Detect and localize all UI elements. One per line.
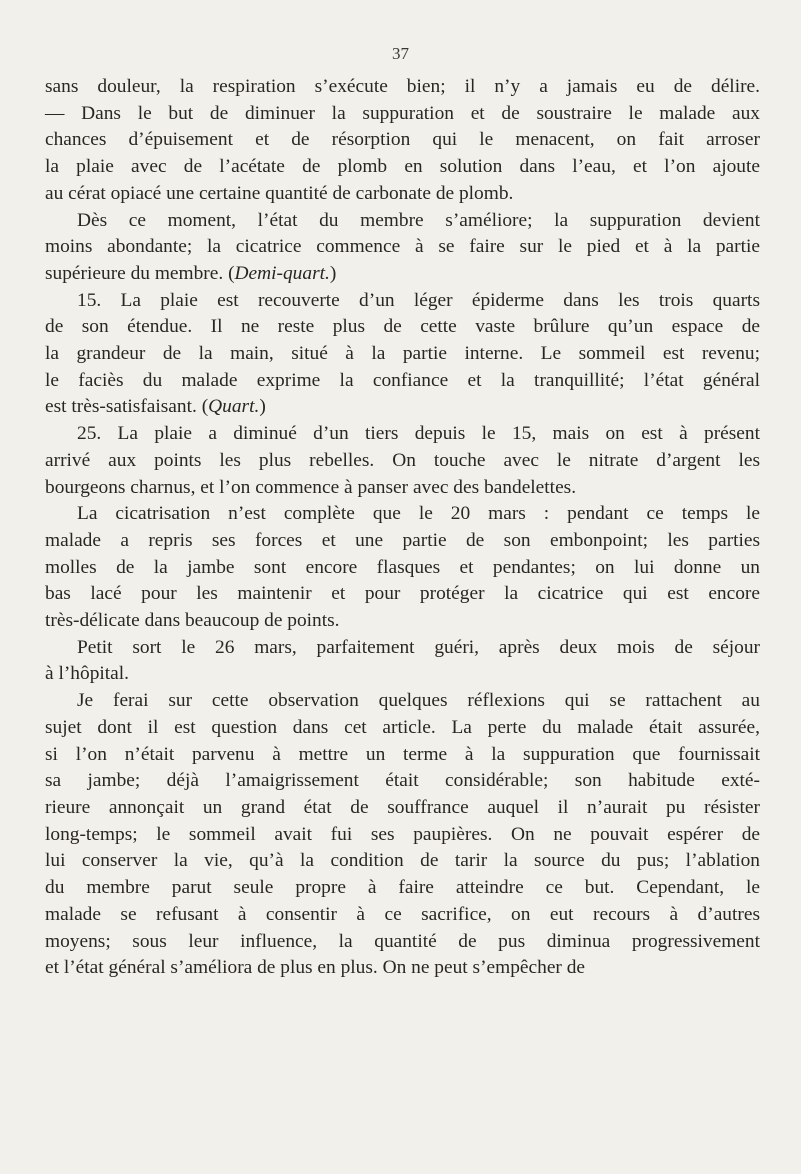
text-line: Dès ce moment, l’état du membre s’améliore; la suppuration devient: [77, 209, 760, 231]
text-line: moins abondante; la cicatrice commence à se faire sur le pied et à la partie: [45, 236, 760, 258]
text-line: chances d’épuisement et de résorption qui le menacent, on fait arroser: [45, 129, 760, 151]
text-line: sa jambe; déjà l’amaigrissement était considérable; son habitude exté-: [45, 770, 760, 792]
text-line: malade a repris ses forces et une partie de son embonpoint; les parties: [45, 529, 760, 551]
text-line: — Dans le but de diminuer la suppuration et de soustraire le malade aux: [45, 102, 760, 124]
paragraph-p2: [45, 208, 760, 288]
text-line: long-temps; le sommeil avait fui ses paupières. On ne pouvait espérer de: [45, 823, 760, 845]
text-line: Je ferai sur cette observation quelques réflexions qui se rattachent au: [77, 690, 760, 712]
text-line: le faciès du malade exprime la confiance et la tranquillité; l’état général: [45, 369, 760, 391]
paragraph-p5: [45, 501, 760, 635]
text-line: arrivé aux points les plus rebelles. On touche avec le nitrate d’argent les: [45, 449, 760, 471]
text-line: lui conserver la vie, qu’à la condition de tarir la source du pus; l’ablation: [45, 850, 760, 872]
paragraph-p3: [45, 288, 760, 422]
paragraph-p4: [45, 421, 760, 501]
text-line: rieure annonçait un grand état de souffrance auquel il n’aurait pu résister: [45, 796, 760, 818]
text-line: bas lacé pour les maintenir et pour protéger la cicatrice qui est encore: [45, 583, 760, 605]
text-line: au cérat opiacé une certaine quantité de carbonate de plomb.: [45, 182, 514, 204]
paragraph-p1: [45, 74, 760, 208]
page-number: 37: [392, 44, 409, 63]
body-text: [45, 74, 760, 982]
text-line: à l’hôpital.: [45, 663, 130, 685]
text-line: sans douleur, la respiration s’exécute bien; il n’y a jamais eu de délire.: [45, 76, 760, 97]
text-line: Petit sort le 26 mars, parfaitement guéri, après deux mois de séjour: [77, 636, 760, 658]
paragraph-p6: [45, 635, 760, 688]
text-line: très-délicate dans beaucoup de points.: [45, 610, 340, 632]
text-line: 15. La plaie est recouverte d’un léger épiderme dans les trois quarts: [77, 289, 760, 311]
text-line: du membre parut seule propre à faire atteindre ce but. Cependant, le: [45, 877, 760, 899]
text-line: La cicatrisation n’est complète que le 20 mars : pendant ce temps le: [77, 503, 760, 525]
text-line: est très-satisfaisant. (Quart.): [45, 396, 266, 418]
text-line: bourgeons charnus, et l’on commence à panser avec des bandelettes.: [45, 476, 577, 498]
text-line: malade se refusant à consentir à ce sacrifice, on eut recours à d’autres: [45, 903, 760, 925]
text-line: supérieure du membre. (Demi-quart.): [45, 262, 337, 284]
text-line: de son étendue. Il ne reste plus de cette vaste brûlure qu’un espace de: [45, 316, 760, 338]
text-line: 25. La plaie a diminué d’un tiers depuis le 15, mais on est à présent: [77, 423, 760, 445]
paragraph-p7: [45, 688, 760, 982]
text-line: moyens; sous leur influence, la quantité de pus diminua progressivement: [45, 930, 760, 952]
text-line: et l’état général s’améliora de plus en plus. On ne peut s’empêcher de: [45, 957, 586, 979]
text-line: la grandeur de la main, situé à la partie interne. Le sommeil est revenu;: [45, 343, 760, 365]
text-line: la plaie avec de l’acétate de plomb en solution dans l’eau, et l’on ajoute: [45, 156, 760, 178]
text-line: sujet dont il est question dans cet article. La perte du malade était assurée,: [45, 716, 760, 738]
text-line: molles de la jambe sont encore flasques et pendantes; on lui donne un: [45, 556, 760, 578]
text-line: si l’on n’était parvenu à mettre un terme à la suppuration que fournissait: [45, 743, 760, 765]
